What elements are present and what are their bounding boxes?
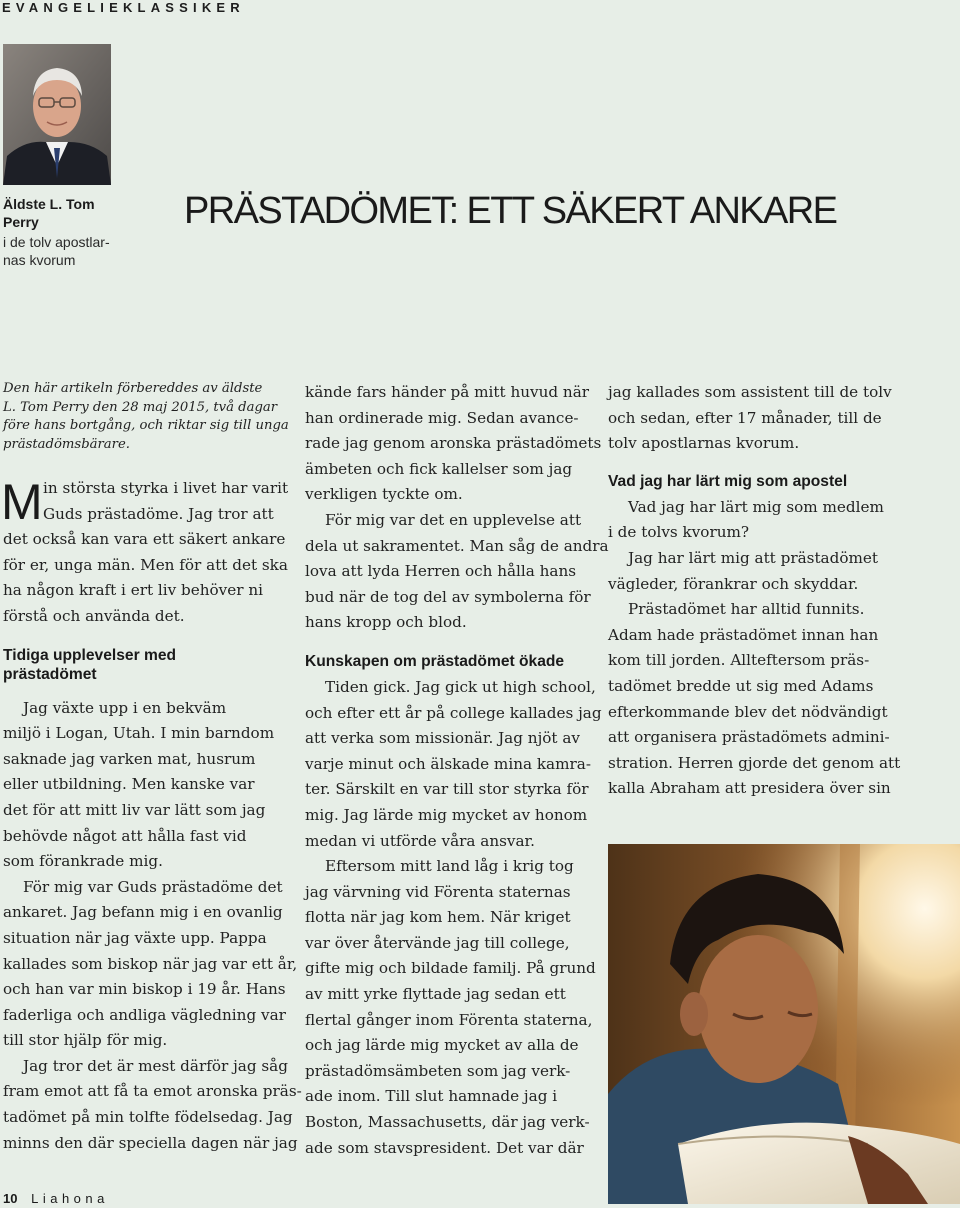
paragraph — [608, 546, 908, 597]
text-line: verkligen tyckte om. — [305, 485, 463, 504]
heading-line: Tidiga upplevelser med — [3, 646, 177, 664]
text-line: flotta när jag kom hem. När kriget — [305, 908, 571, 927]
section-heading: Kunskapen om prästadömet ökade — [305, 652, 565, 670]
intro-line: prästadömsbärare. — [3, 436, 130, 452]
text-line: bud när de tog del av symbolerna för — [305, 587, 591, 606]
magazine-name: Liahona — [31, 1191, 109, 1206]
text-line: ämbeten och fick kallelser som jag — [305, 459, 573, 478]
column-3 — [608, 380, 908, 802]
text-line: Jag växte upp i en bekväm — [23, 698, 227, 717]
text-line: varje minut och älskade mina kamra- — [305, 754, 591, 773]
text-line: jag kallades som assistent till de tolv — [608, 383, 892, 401]
paragraph — [305, 854, 596, 1161]
text-line: tolv apostlarnas kvorum. — [608, 434, 800, 453]
text-line: rade jag genom aronska prästadömets — [305, 434, 602, 453]
author-role — [3, 233, 123, 269]
author-name — [3, 195, 123, 231]
text-line: Tiden gick. Jag gick ut high school, — [325, 677, 596, 696]
text-line: som förankrade mig. — [3, 852, 163, 871]
text-line: stration. Herren gjorde det genom att — [608, 753, 901, 772]
section-heading — [3, 646, 283, 684]
text-line: efterkommande blev det nödvändigt — [608, 702, 888, 721]
text-line: tadömet bredde ut sig med Adams — [608, 676, 874, 695]
text-line: saknade jag varken mat, husrum — [3, 749, 256, 768]
text-line: och efter ett år på college kallades jag — [305, 703, 602, 722]
text-line: av mitt yrke flyttade jag sedan ett — [305, 985, 566, 1004]
text-line: eller utbildning. Men kanske var — [3, 775, 255, 794]
intro-note — [3, 380, 289, 454]
intro-line: före hans bortgång, och riktar sig till unga — [3, 418, 289, 433]
text-line: till stor hjälp för mig. — [3, 1031, 168, 1050]
text-line: det också kan vara ett säkert ankare — [3, 530, 286, 549]
paragraph — [608, 597, 908, 802]
text-line: Jag tror det är mest därför jag såg — [23, 1056, 288, 1075]
text-line: kalla Abraham att presidera över sin — [608, 779, 891, 798]
text-line: Guds prästadöme. Jag tror att — [43, 504, 274, 523]
text-line: Jag har lärt mig att prästadömet — [628, 548, 878, 567]
text-line: För mig var det en upplevelse att — [325, 510, 582, 529]
text-line: att organisera prästadömets admini- — [608, 728, 890, 747]
text-line: dela ut sakramentet. Man såg de andra — [305, 536, 609, 555]
text-line: faderliga och andliga vägledning var — [3, 1005, 286, 1024]
text-line: ade som stavspresident. Det var där — [305, 1138, 584, 1157]
text-line: kallades som biskop när jag var ett år, — [3, 954, 298, 973]
text-line: För mig var Guds prästadöme det — [23, 877, 283, 896]
text-line: Prästadömet har alltid funnits. — [628, 600, 865, 619]
text-line: in största styrka i livet har varit — [43, 479, 289, 497]
text-line: ha någon kraft i ert liv behöver ni — [3, 581, 263, 600]
text-line: förstå och använda det. — [3, 606, 185, 625]
text-line: prästadömsämbeten som jag verk- — [305, 1061, 571, 1080]
article-title: PRÄSTADÖMET: ETT SÄKERT ANKARE — [184, 190, 837, 232]
text-line: jag värvning vid Förenta staternas — [305, 882, 571, 901]
section-tag: EVANGELIEKLASSIKER — [2, 0, 245, 15]
text-line: och han var min biskop i 19 år. Hans — [3, 980, 286, 999]
text-line: tadömet på min tolfte födelsedag. Jag — [3, 1108, 293, 1127]
author-name-line: Äldste L. Tom — [3, 196, 95, 212]
text-line: för er, unga män. Men för att det ska — [3, 555, 288, 574]
text-line: ankaret. Jag befann mig i en ovanlig — [3, 903, 283, 922]
author-role-line: nas kvorum — [3, 252, 76, 268]
paragraph — [305, 508, 609, 636]
text-line: var över återvände jag till college, — [305, 933, 570, 952]
intro-line: Den här artikeln förbereddes av äldste — [3, 381, 263, 396]
drop-cap: M — [1, 474, 43, 530]
paragraph — [3, 696, 283, 875]
text-line: Adam hade prästadömet innan han — [608, 625, 879, 644]
lead-paragraph — [1, 474, 289, 630]
text-line: och jag lärde mig mycket av alla de — [305, 1036, 579, 1055]
text-line: kände fars händer på mitt huvud när — [305, 383, 590, 401]
text-line: mig. Jag lärde mig mycket av honom — [305, 805, 588, 824]
text-line: gifte mig och bildade familj. På grund — [305, 959, 596, 978]
paragraph — [305, 380, 602, 508]
text-line: i de tolvs kvorum? — [608, 523, 750, 542]
reading-boy-photo — [608, 844, 960, 1204]
text-line: minns den där speciella dagen när jag — [3, 1133, 298, 1152]
text-line: fram emot att få ta emot aronska präs- — [3, 1082, 302, 1101]
text-line: vägleder, förankrar och skyddar. — [608, 574, 859, 593]
text-line: att verka som missionär. Jag njöt av — [305, 729, 580, 748]
paragraph — [608, 495, 908, 546]
paragraph — [608, 380, 908, 457]
text-line: lova att lyda Herren och hålla hans — [305, 562, 577, 581]
paragraph — [305, 675, 602, 854]
text-line: Eftersom mitt land låg i krig tog — [325, 857, 574, 876]
intro-line: L. Tom Perry den 28 maj 2015, två dagar — [3, 399, 278, 415]
text-line: Boston, Massachusetts, där jag verk- — [305, 1113, 590, 1132]
page-number: 10 — [3, 1191, 18, 1206]
heading-line: prästadömet — [3, 665, 97, 683]
column-1 — [1, 380, 302, 1156]
text-line: hans kropp och blod. — [305, 613, 467, 632]
author-portrait — [3, 44, 111, 185]
text-line: miljö i Logan, Utah. I min barndom — [3, 724, 275, 743]
author-name-line: Perry — [3, 214, 39, 230]
text-line: behövde något att hålla fast vid — [3, 826, 247, 845]
text-line: och sedan, efter 17 månader, till de — [608, 408, 882, 427]
text-line: flertal gånger inom Förenta staterna, — [305, 1010, 593, 1029]
text-line: det för att mitt liv var lätt som jag — [3, 800, 266, 819]
text-line: Vad jag har lärt mig som medlem — [628, 497, 884, 516]
text-line: han ordinerade mig. Sedan avance- — [305, 408, 579, 427]
text-line: situation när jag växte upp. Pappa — [3, 928, 267, 947]
page-footer — [3, 1191, 109, 1206]
text-line: kom till jorden. Allteftersom präs- — [608, 651, 870, 670]
author-role-line: i de tolv apostlar- — [3, 234, 110, 250]
text-line: ade inom. Till slut hamnade jag i — [305, 1087, 558, 1106]
text-line: medan vi utförde våra ansvar. — [305, 831, 535, 850]
paragraph — [3, 1054, 302, 1156]
text-line: ter. Särskilt en var till stor styrka för — [305, 780, 589, 799]
section-heading: Vad jag har lärt mig som apostel — [608, 472, 848, 490]
column-2 — [305, 380, 609, 1161]
paragraph — [3, 875, 298, 1054]
